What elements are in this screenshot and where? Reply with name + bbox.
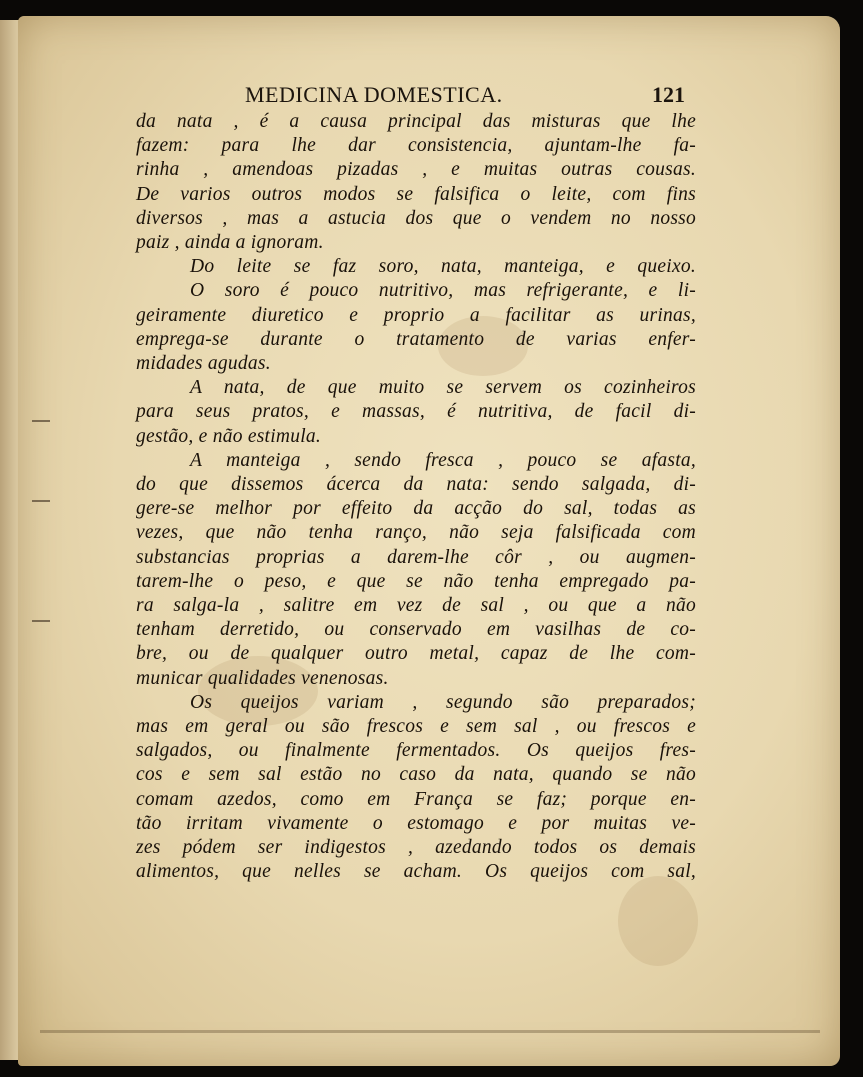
text-line: da nata , é a causa principal das misturas que lhe	[136, 111, 696, 132]
page-header	[245, 82, 685, 108]
text-line: gere-se melhor por effeito da acção do sal, todas as	[136, 498, 696, 520]
text-line: bre, ou de qualquer outro metal, capaz de lhe com-	[136, 643, 696, 665]
text-line: tão irritam vivamente o estomago e por muitas ve-	[136, 812, 696, 834]
page-bottom-edge	[40, 1030, 820, 1033]
text-line: O soro é pouco nutritivo, mas refrigerante, e li-	[190, 280, 696, 302]
text-line: cos e sem sal estão no caso da nata, quando se não	[136, 764, 696, 786]
text-line: midades agudas.	[136, 353, 271, 375]
text-line: comam azedos, como em França se faz; porque en-	[136, 788, 696, 810]
text-line: gestão, e não estimula.	[136, 425, 322, 447]
text-line: do que dissemos ácerca da nata: sendo salgada, di-	[136, 474, 696, 496]
text-line: geiramente diuretico e proprio a facilitar as urinas,	[136, 304, 696, 326]
text-line: alimentos, que nelles se acham. Os queijos com sal,	[136, 861, 696, 883]
text-line: ra salga-la , salitre em vez de sal , ou que a não	[136, 595, 696, 617]
body-text	[136, 110, 696, 885]
gutter-mark	[32, 620, 50, 622]
text-line: diversos , mas a astucia dos que o vendem no nosso	[136, 207, 696, 229]
text-line: substancias proprias a darem-lhe côr , ou augmen-	[136, 546, 696, 568]
text-line: vezes, que não tenha ranço, não seja falsificada com	[136, 522, 696, 544]
text-line: para seus pratos, e massas, é nutritiva, de facil di-	[136, 401, 696, 423]
text-line: fazem: para lhe dar consistencia, ajuntam-lhe fa-	[136, 135, 696, 157]
gutter-mark	[32, 420, 50, 422]
running-title: MEDICINA DOMESTICA.	[245, 82, 503, 107]
text-line: A nata, de que muito se servem os cozinheiros	[190, 377, 696, 399]
text-line: A manteiga , sendo fresca , pouco se afasta,	[190, 449, 696, 471]
text-line: salgados, ou finalmente fermentados. Os queijos fres-	[136, 740, 696, 762]
gutter-marks	[28, 400, 58, 640]
text-line: zes pódem ser indigestos , azedando todos os demais	[136, 837, 696, 859]
text-line: municar qualidades venenosas.	[136, 667, 389, 689]
gutter-mark	[32, 500, 50, 502]
text-line: emprega-se durante o tratamento de varias enfer-	[136, 328, 696, 350]
paper-stain	[618, 876, 698, 966]
text-line: tenham derretido, ou conservado em vasilhas de co-	[136, 619, 696, 641]
text-line: mas em geral ou são frescos e sem sal , ou frescos e	[136, 716, 696, 738]
text-line: De varios outros modos se falsifica o leite, com fins	[136, 183, 696, 205]
page-number: 121	[652, 82, 685, 107]
text-line: Os queijos variam , segundo são preparados;	[190, 691, 696, 713]
text-line: paiz , ainda a ignoram.	[136, 232, 324, 254]
text-line: tarem-lhe o peso, e que se não tenha empregado pa-	[136, 570, 696, 592]
text-line: rinha , amendoas pizadas , e muitas outras cousas.	[136, 159, 696, 181]
text-line: Do leite se faz soro, nata, manteiga, e queixo.	[190, 256, 696, 278]
